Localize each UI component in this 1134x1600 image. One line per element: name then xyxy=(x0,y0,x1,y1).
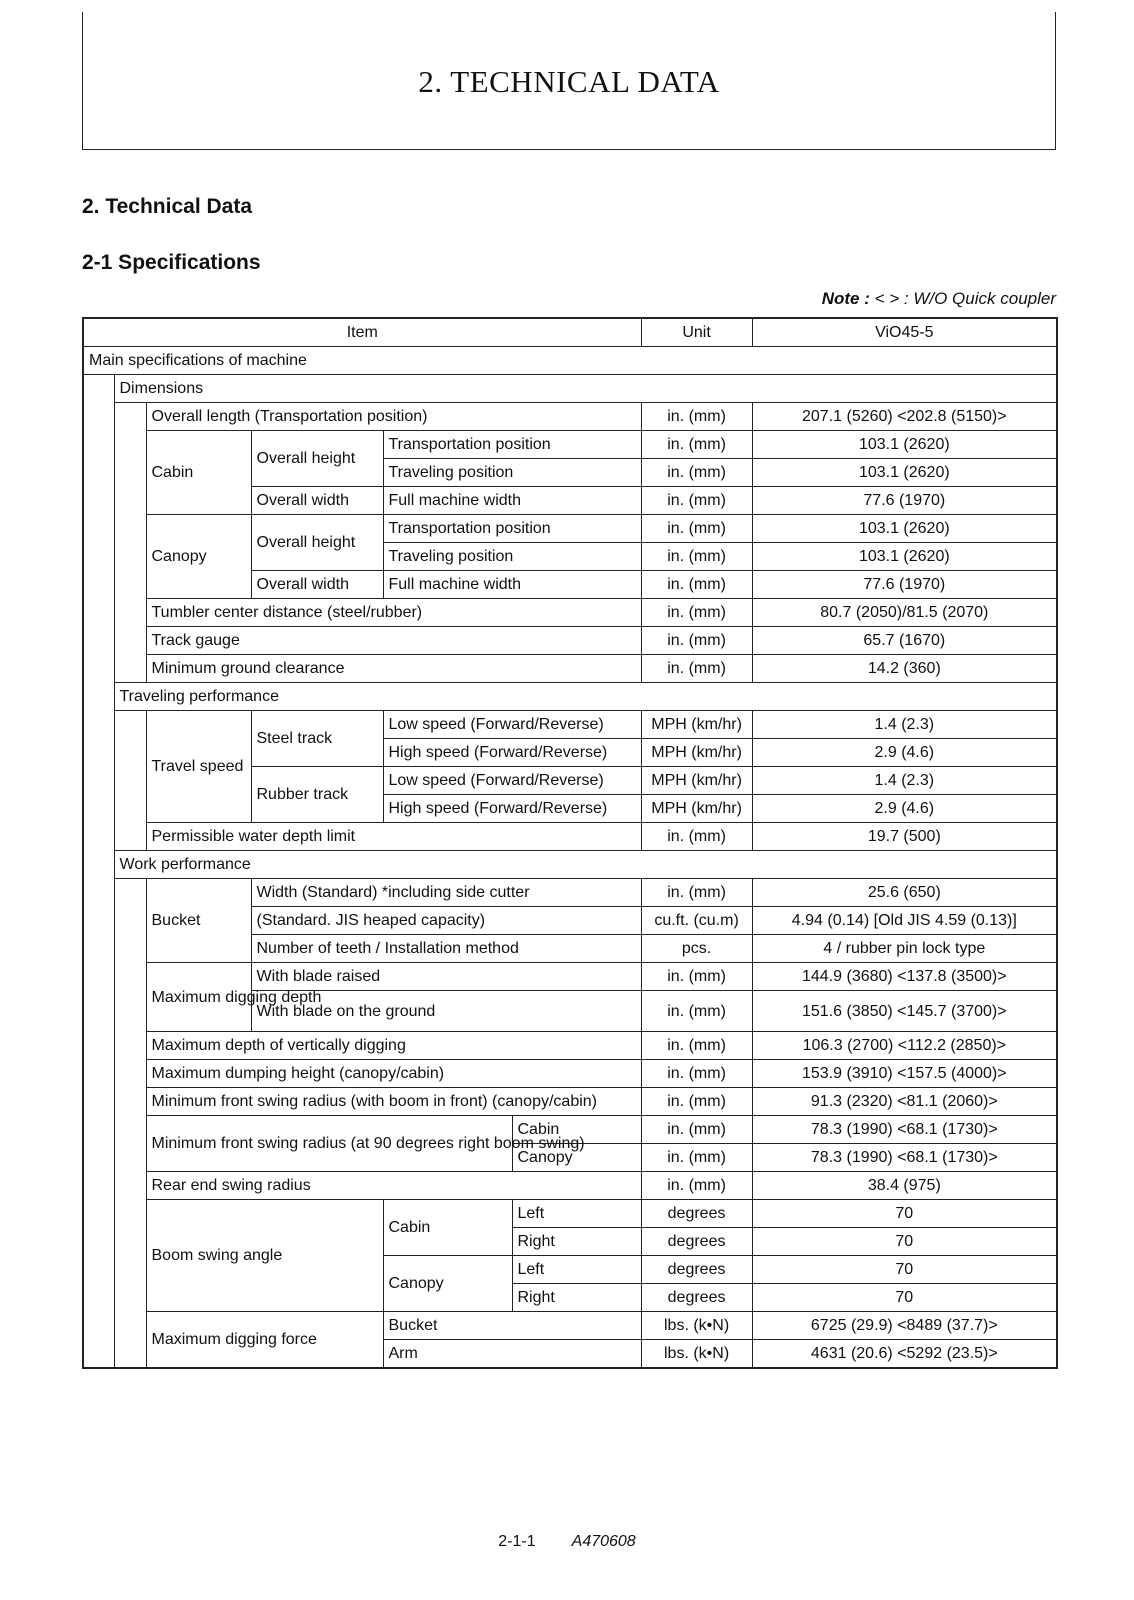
row-label: Transportation position xyxy=(383,515,641,543)
row-unit: pcs. xyxy=(641,935,752,963)
row-value: 2.9 (4.6) xyxy=(752,795,1057,823)
page-header xyxy=(82,12,1056,150)
row-value: 1.4 (2.3) xyxy=(752,711,1057,739)
table-row xyxy=(83,1088,1057,1116)
page-number: 2-1-1 xyxy=(498,1533,536,1550)
row-unit: in. (mm) xyxy=(641,599,752,627)
row-label: Tumbler center distance (steel/rubber) xyxy=(146,599,641,627)
table-row xyxy=(83,1032,1057,1060)
row-label: Traveling position xyxy=(383,543,641,571)
table-row xyxy=(83,1060,1057,1088)
row-label: Low speed (Forward/Reverse) xyxy=(383,711,641,739)
row-value: 78.3 (1990) <68.1 (1730)> xyxy=(752,1116,1057,1144)
row-label: Number of teeth / Installation method xyxy=(251,935,641,963)
row-value: 25.6 (650) xyxy=(752,879,1057,907)
table-row xyxy=(83,963,1057,991)
row-unit: cu.ft. (cu.m) xyxy=(641,907,752,935)
table-row xyxy=(83,347,1057,375)
row-unit: MPH (km/hr) xyxy=(641,795,752,823)
boom-swing-canopy-label: Canopy xyxy=(383,1256,512,1312)
table-row xyxy=(83,683,1057,711)
row-value: 19.7 (500) xyxy=(752,823,1057,851)
row-label: Traveling position xyxy=(383,459,641,487)
row-label: (Standard. JIS heaped capacity) xyxy=(251,907,641,935)
row-value: 103.1 (2620) xyxy=(752,459,1057,487)
table-row xyxy=(83,431,1057,459)
row-unit: in. (mm) xyxy=(641,431,752,459)
row-label: Canopy xyxy=(512,1144,641,1172)
cabin-label: Cabin xyxy=(146,431,251,515)
table-header-row xyxy=(83,318,1057,347)
row-unit: MPH (km/hr) xyxy=(641,711,752,739)
row-unit: degrees xyxy=(641,1256,752,1284)
row-unit: in. (mm) xyxy=(641,963,752,991)
row-unit: MPH (km/hr) xyxy=(641,767,752,795)
row-label: Maximum dumping height (canopy/cabin) xyxy=(146,1060,641,1088)
dimensions-label: Dimensions xyxy=(114,375,1057,403)
digging-force-label: Maximum digging force xyxy=(146,1312,383,1369)
indent-column xyxy=(83,375,114,1369)
row-unit: in. (mm) xyxy=(641,459,752,487)
table-row xyxy=(83,655,1057,683)
row-unit: degrees xyxy=(641,1284,752,1312)
row-unit: in. (mm) xyxy=(641,627,752,655)
row-value: 70 xyxy=(752,1256,1057,1284)
row-unit: in. (mm) xyxy=(641,1060,752,1088)
row-unit: in. (mm) xyxy=(641,823,752,851)
row-unit: in. (mm) xyxy=(641,655,752,683)
row-value: 144.9 (3680) <137.8 (3500)> xyxy=(752,963,1057,991)
row-label: Right xyxy=(512,1284,641,1312)
table-row xyxy=(83,711,1057,739)
row-value: 4 / rubber pin lock type xyxy=(752,935,1057,963)
note-text: < > : W/O Quick coupler xyxy=(869,289,1056,308)
row-unit: in. (mm) xyxy=(641,1172,752,1200)
traveling-label: Traveling performance xyxy=(114,683,1057,711)
table-row xyxy=(83,599,1057,627)
row-unit: lbs. (k•N) xyxy=(641,1312,752,1340)
table-row xyxy=(83,627,1057,655)
row-value: 153.9 (3910) <157.5 (4000)> xyxy=(752,1060,1057,1088)
row-value: 70 xyxy=(752,1200,1057,1228)
row-unit: MPH (km/hr) xyxy=(641,739,752,767)
row-value: 77.6 (1970) xyxy=(752,487,1057,515)
row-label: Maximum depth of vertically digging xyxy=(146,1032,641,1060)
section-heading: 2. Technical Data xyxy=(82,195,253,218)
subsection-heading: 2-1 Specifications xyxy=(82,251,261,274)
bucket-label: Bucket xyxy=(146,879,251,963)
row-label: Rear end swing radius xyxy=(146,1172,641,1200)
boom-swing-angle-label: Boom swing angle xyxy=(146,1200,383,1312)
row-label: With blade raised xyxy=(251,963,641,991)
main-spec-label: Main specifications of machine xyxy=(83,347,1057,375)
row-label: With blade on the ground xyxy=(251,991,641,1032)
row-unit: in. (mm) xyxy=(641,515,752,543)
header-item: Item xyxy=(83,318,641,347)
row-value: 65.7 (1670) xyxy=(752,627,1057,655)
overall-width-label: Overall width xyxy=(251,487,383,515)
row-value: 91.3 (2320) <81.1 (2060)> xyxy=(752,1088,1057,1116)
table-row xyxy=(83,823,1057,851)
row-label: High speed (Forward/Reverse) xyxy=(383,795,641,823)
row-value: 1.4 (2.3) xyxy=(752,767,1057,795)
note-label: Note : xyxy=(821,289,870,308)
table-row xyxy=(83,1200,1057,1228)
row-unit: in. (mm) xyxy=(641,1116,752,1144)
row-label: Full machine width xyxy=(383,487,641,515)
row-label: Permissible water depth limit xyxy=(146,823,641,851)
header-title: 2. TECHNICAL DATA xyxy=(418,64,720,99)
indent-column xyxy=(114,711,146,851)
row-value: 38.4 (975) xyxy=(752,1172,1057,1200)
row-label: Arm xyxy=(383,1340,641,1369)
header-unit: Unit xyxy=(641,318,752,347)
row-label: Low speed (Forward/Reverse) xyxy=(383,767,641,795)
overall-height-label: Overall height xyxy=(251,431,383,487)
row-label: High speed (Forward/Reverse) xyxy=(383,739,641,767)
row-label: Width (Standard) *including side cutter xyxy=(251,879,641,907)
row-unit: in. (mm) xyxy=(641,1144,752,1172)
row-unit: degrees xyxy=(641,1228,752,1256)
table-row xyxy=(83,851,1057,879)
row-value: 80.7 (2050)/81.5 (2070) xyxy=(752,599,1057,627)
row-unit: in. (mm) xyxy=(641,1088,752,1116)
row-value: 103.1 (2620) xyxy=(752,431,1057,459)
row-label: Left xyxy=(512,1256,641,1284)
row-label: Cabin xyxy=(512,1116,641,1144)
row-unit: in. (mm) xyxy=(641,991,752,1032)
indent-column xyxy=(114,403,146,683)
work-label: Work performance xyxy=(114,851,1057,879)
row-label: Transportation position xyxy=(383,431,641,459)
row-value: 70 xyxy=(752,1284,1057,1312)
document-code: A470608 xyxy=(571,1533,636,1550)
row-label: Minimum front swing radius (with boom in front) (canopy/cabin) xyxy=(146,1088,641,1116)
specifications-table xyxy=(82,317,1058,1369)
row-value: 4.94 (0.14) [Old JIS 4.59 (0.13)] xyxy=(752,907,1057,935)
table-row xyxy=(83,1116,1057,1144)
row-unit: in. (mm) xyxy=(641,543,752,571)
row-value: 103.1 (2620) xyxy=(752,543,1057,571)
row-value: 70 xyxy=(752,1228,1057,1256)
row-label: Full machine width xyxy=(383,571,641,599)
row-value: 4631 (20.6) <5292 (23.5)> xyxy=(752,1340,1057,1369)
row-label: Bucket xyxy=(383,1312,641,1340)
row-value: 77.6 (1970) xyxy=(752,571,1057,599)
boom-swing-cabin-label: Cabin xyxy=(383,1200,512,1256)
row-value: 2.9 (4.6) xyxy=(752,739,1057,767)
row-label: Left xyxy=(512,1200,641,1228)
row-label: Overall length (Transportation position) xyxy=(146,403,641,431)
row-unit: in. (mm) xyxy=(641,571,752,599)
row-unit: degrees xyxy=(641,1200,752,1228)
overall-width-label: Overall width xyxy=(251,571,383,599)
table-row xyxy=(83,375,1057,403)
canopy-label: Canopy xyxy=(146,515,251,599)
table-row xyxy=(83,515,1057,543)
table-row xyxy=(83,403,1057,431)
row-label: Right xyxy=(512,1228,641,1256)
row-unit: in. (mm) xyxy=(641,487,752,515)
row-unit: in. (mm) xyxy=(641,403,752,431)
note xyxy=(822,289,1056,309)
row-unit: lbs. (k•N) xyxy=(641,1340,752,1369)
travel-speed-label: Travel speed xyxy=(146,711,251,823)
header-model: ViO45-5 xyxy=(752,318,1057,347)
page-footer xyxy=(0,1533,1134,1551)
row-value: 78.3 (1990) <68.1 (1730)> xyxy=(752,1144,1057,1172)
front-swing-90-label: Minimum front swing radius (at 90 degrees right boom swing) xyxy=(146,1116,512,1172)
table-row xyxy=(83,1312,1057,1340)
row-label: Minimum ground clearance xyxy=(146,655,641,683)
rubber-track-label: Rubber track xyxy=(251,767,383,823)
row-value: 6725 (29.9) <8489 (37.7)> xyxy=(752,1312,1057,1340)
indent-column xyxy=(114,879,146,1369)
row-value: 151.6 (3850) <145.7 (3700)> xyxy=(752,991,1057,1032)
row-value: 106.3 (2700) <112.2 (2850)> xyxy=(752,1032,1057,1060)
row-unit: in. (mm) xyxy=(641,879,752,907)
row-value: 103.1 (2620) xyxy=(752,515,1057,543)
steel-track-label: Steel track xyxy=(251,711,383,767)
overall-height-label: Overall height xyxy=(251,515,383,571)
table-row xyxy=(83,879,1057,907)
table-row xyxy=(83,1172,1057,1200)
row-label: Track gauge xyxy=(146,627,641,655)
row-value: 14.2 (360) xyxy=(752,655,1057,683)
max-digging-depth-label: Maximum digging depth xyxy=(146,963,251,1032)
row-value: 207.1 (5260) <202.8 (5150)> xyxy=(752,403,1057,431)
row-unit: in. (mm) xyxy=(641,1032,752,1060)
